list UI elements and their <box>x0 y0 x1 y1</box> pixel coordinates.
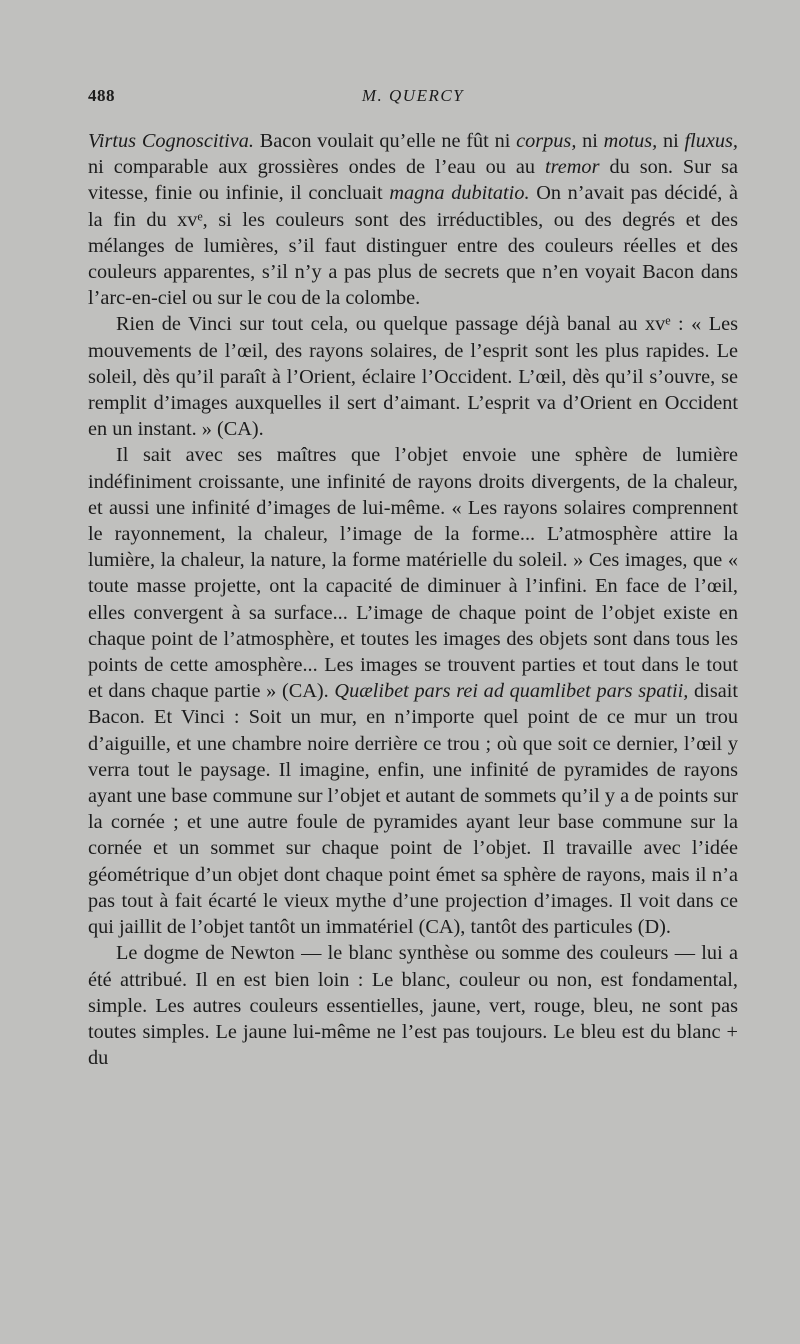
running-head: M. QUERCY <box>361 86 465 105</box>
page-header <box>88 86 738 110</box>
italic-text-run: magna dubitatio. <box>389 182 530 205</box>
italic-text-run: motus, <box>603 130 658 152</box>
paragraph-4 <box>88 940 738 1071</box>
text-run: Il sait avec ses maîtres que l’objet envoie une sphère de lumière indéfiniment croissante, une infinité de rayons droits divergents, de la chaleur, et aussi une infinité d’images de lui-même. « Les rayons solaires comprennent le rayonnement, la chaleur, l’image de la forme... L’atmosphère attire la lumière, la chaleur, la nature, la forme matérielle du soleil. » Ces images, que « toute masse projette, ont la capacité de diminuer à l’infini. En face de l’œil, elles convergent à sa surface... L’image de chaque point de l’objet existe en chaque point de l’atmosphère, et toutes les images des objets sont dans tous les points de cette amosphère... Les images se trouvent parties et tout dans le tout et dans chaque partie » (CA). <box>88 444 738 703</box>
text-run: On n’avait pas décidé, à la fin du xvᵉ, si les couleurs sont des irréductibles, ou des degrés et des mélanges de lumières, s’il faut distinguer entre des couleurs réelles et des couleurs apparentes, s’il n’y a pas plus de secrets que n’en voyait Bacon dans l’arc-en-ciel ou sur le cou de la colombe. <box>88 182 739 310</box>
text-run: Rien de Vinci sur tout cela, ou quelque passage déjà banal au xvᵉ : « Les mouvements de l’œil, des rayons solaires, de l’esprit sont les plus rapides. Le soleil, dès qu’il paraît à l’Orient, éclaire l’Occident. L’œil, dès qu’il s’ouvre, se remplit d’images auxquelles il sert d’aimant. L’esprit va d’Orient en Occident en un instant. » (CA). <box>88 313 738 441</box>
italic-text-run: Quælibet pars rei ad quamlibet pars spatii, <box>334 680 689 703</box>
italic-text-run: fluxus, <box>684 130 738 152</box>
italic-text-run: corpus, <box>516 130 577 152</box>
text-run: ni <box>657 130 685 152</box>
body-text <box>88 128 738 1071</box>
text-run: du son. Sur sa vitesse, finie ou infinie, il concluait <box>88 156 738 205</box>
text-run: Le dogme de Newton — le blanc synthèse ou somme des couleurs — lui a été attribué. Il en est bien loin : Le blanc, couleur ou non, est fondamental, simple. Les autres couleurs essentielles, jaune, vert, rouge, bleu, ne sont pas toutes simples. Le jaune lui-même ne l’est pas toujours. Le bleu est du blanc + du <box>88 942 738 1070</box>
text-run: disait Bacon. Et Vinci : Soit un mur, en n’importe quel point de ce mur un trou d’aiguille, et une chambre noire derrière ce trou ; où que soit ce dernier, l’œil y verra tout le paysage. Il imagine, enfin, une infinité de pyramides de rayons ayant une base commune sur l’objet et autant de sommets qu’il y a de points sur la cornée ; et une autre foule de pyramides ayant leur base commune sur la cornée et un sommet sur chaque point de l’objet. Il travaille avec l’idée géométrique d’un objet dont chaque point émet sa sphère de rayons, mais il n’a pas tout à fait écarté le vieux mythe d’une projection d’images. Il voit dans ce qui jaillit de l’objet tantôt un immatériel (CA), tantôt des particules (D). <box>88 680 738 939</box>
paragraph-1 <box>88 128 738 311</box>
text-run: ni comparable aux grossières ondes de l’eau ou au <box>88 156 545 179</box>
text-run: ni <box>576 130 604 152</box>
paragraph-2 <box>88 311 738 442</box>
paragraph-3 <box>88 442 738 940</box>
italic-text-run: tremor <box>545 156 600 179</box>
italic-text-run: Virtus Cognoscitiva. <box>88 130 254 152</box>
text-run: Bacon voulait qu’elle ne fût ni <box>253 130 517 152</box>
page-number: 488 <box>88 86 115 105</box>
